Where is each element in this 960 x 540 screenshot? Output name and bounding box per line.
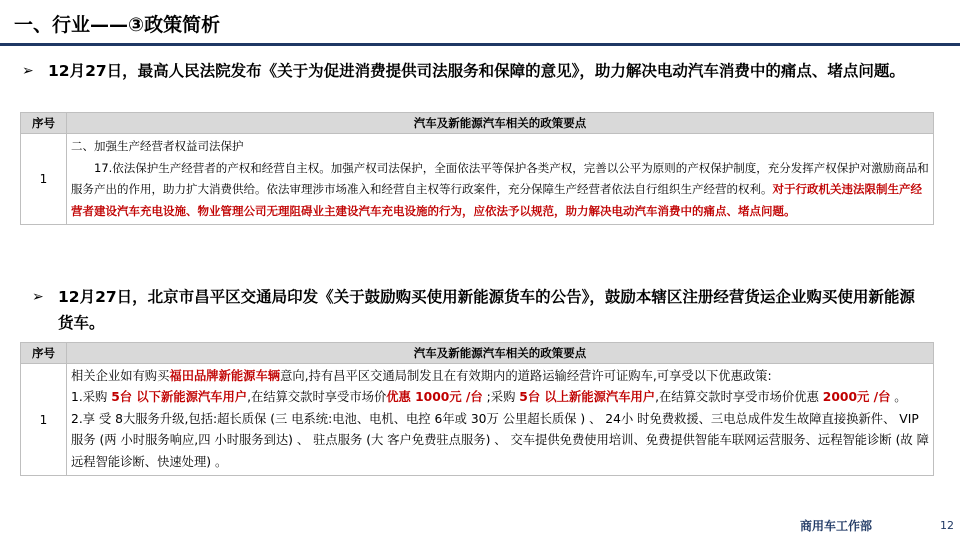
policy-text: 17.依法保护生产经营者的产权和经营自主权。加强产权司法保护，全面依法平等保护各类产权，完善以公平为原则的产权保护制度，充分发挥产权保护对激励商品和服务产出的作用，助力扩大消费供给。依法审理涉市场准入和经营自主权等行政案件，充分保障生产经营者依法自行组织生产经营的权利。: [71, 160, 929, 196]
section1-headline: [22, 58, 938, 84]
row-number: 1: [21, 364, 67, 476]
policy-highlight: 对于行政机关违法限制生产经营者建设汽车充电设施、物业管理公司无理阻碍业主建设汽车充电设施的行为，应依法予以规范，助力解决电动汽车消费中的痛点、堵点问题。: [71, 182, 922, 218]
item1-text-c: ;采购: [482, 390, 520, 405]
section1-headline-text: 12月27日，最高人民法院发布《关于为促进消费提供司法服务和保障的意见》，助力解决电动汽车消费中的痛点、堵点问题。: [48, 62, 905, 80]
policy-paragraph: [71, 158, 929, 223]
intro-text: 相关企业如有购买: [71, 369, 170, 383]
item1-highlight-over5: 5台 以上新能源汽车用户: [519, 390, 656, 405]
table-row: [21, 364, 934, 476]
intro-text-end: 意向,持有昌平区交通局制发且在有效期内的道路运输经营许可证购车,可享受以下优惠政策:: [280, 369, 772, 383]
row-number: 1: [21, 134, 67, 225]
item1-text-a: 1.采购: [71, 390, 112, 405]
policy-intro: [71, 366, 929, 387]
policy-content: [67, 134, 934, 225]
page-title: 一、行业——③政策简析: [14, 14, 221, 36]
policy-item-2: 2.享 受 8大服务升级,包括:超长质保 (三 电系统:电池、电机、电控 6年或 30万 公里超长质保 ) 、 24小 时免费救援、三电总成件发生故障直接换新件、 VIP服务 (两 小时服务响应,四 小时服务到达) 、 驻点服务 (大 客户免费驻点服务) 、 交车提供免费使用培训、免费提供智能车联网运营服务、远程智能诊断 (故 障远程智能诊断、快速处理) 。: [71, 411, 929, 469]
arrow-bullet-icon: ➢: [22, 63, 34, 79]
col-header-number: 序号: [21, 113, 67, 134]
policy-table-2: [20, 342, 934, 476]
item1-text-d: ,在结算交款时享受市场价优惠: [655, 390, 823, 405]
policy-table-1: [20, 112, 934, 225]
item1-text-b: ,在结算交款时享受市场价: [247, 390, 387, 405]
brand-highlight: 福田品牌新能源车辆: [169, 369, 281, 383]
footer-brand: 商用车工作部: [800, 519, 873, 533]
item1-text-e: 。: [890, 390, 907, 405]
table-header-row: [21, 113, 934, 134]
section2-headline-text: 12月27日，北京市昌平区交通局印发《关于鼓励购买使用新能源货车的公告》，鼓励本辖区注册经营货运企业购买使用新能源货车。: [58, 288, 915, 332]
col-header-content: 汽车及新能源汽车相关的政策要点: [67, 343, 934, 364]
table-header-row: [21, 343, 934, 364]
title-divider: [0, 43, 960, 46]
col-header-number: 序号: [21, 343, 67, 364]
item1-highlight-2000: 2000元 /台: [822, 390, 891, 405]
policy-item-1: [71, 387, 929, 408]
policy-content: [67, 364, 934, 476]
item1-highlight-1000: 优惠 1000元 /台: [386, 390, 483, 405]
table-row: [21, 134, 934, 225]
col-header-content: 汽车及新能源汽车相关的政策要点: [67, 113, 934, 134]
arrow-bullet-icon: ➢: [32, 289, 44, 305]
policy-heading: 二、加强生产经营者权益司法保护: [71, 139, 244, 153]
section2-headline: [32, 284, 918, 336]
page-number: 12: [940, 519, 954, 532]
item1-highlight-under5: 5台 以下新能源汽车用户: [111, 390, 248, 405]
